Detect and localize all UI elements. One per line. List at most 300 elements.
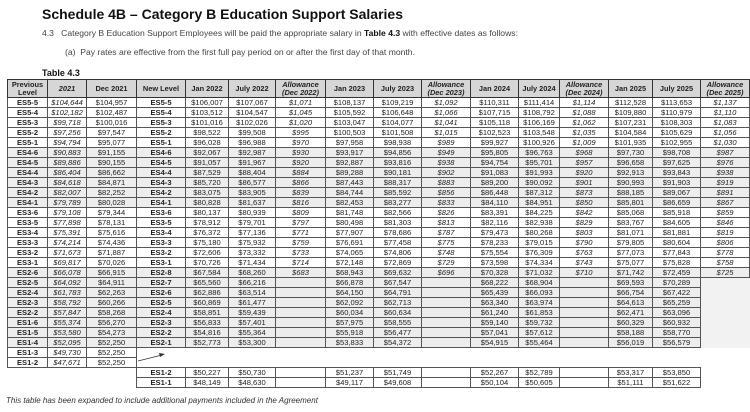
previous-level-cell: ES4-3 [8,178,48,188]
allowance-cell: $763 [560,248,609,258]
previous-level-cell: ES3-1 [8,258,48,268]
new-level-cell: ES2-1 [137,338,186,348]
salary-cell: $64,791 [374,288,422,298]
salary-cell: $93,843 [653,168,701,178]
salary-cell: $61,853 [519,308,560,318]
salary-cell: $83,277 [374,198,422,208]
salary-cell: $108,792 [519,108,560,118]
salary-cell: $103,548 [519,128,560,138]
column-header: July 2024 [519,80,560,98]
salary-dec-2021-cell: $71,887 [87,248,137,258]
salary-cell: $113,653 [653,98,701,108]
sub-clause-label: (a) [65,47,76,57]
salary-dec-2021-cell: $86,662 [87,168,137,178]
allowance-cell: $809 [276,208,326,218]
salary-cell: $105,592 [326,108,374,118]
salary-cell: $85,592 [374,188,422,198]
salary-cell: $97,730 [609,148,653,158]
salary-cell: $81,303 [374,218,422,228]
salary-dec-2021-cell: $91,155 [87,148,137,158]
salary-cell: $60,932 [653,318,701,328]
salary-cell: $69,632 [374,268,422,278]
allowance-cell: $1,062 [560,118,609,128]
salary-cell: $53,300 [229,338,276,348]
column-header: Allowance (Dec 2022) [276,80,326,98]
salary-cell: $91,057 [186,158,229,168]
salary-cell: $56,019 [609,338,653,348]
table-label: Table 4.3 [42,68,80,78]
salary-2021-cell: $90,883 [48,148,87,158]
allowance-cell: $1,071 [276,98,326,108]
salary-cell: $80,137 [186,208,229,218]
salary-cell: $76,372 [186,228,229,238]
previous-level-cell: ES2-2 [8,308,48,318]
new-level-cell: ES3-1 [137,258,186,268]
salary-2021-cell: $99,718 [48,118,87,128]
salary-cell: $57,975 [326,318,374,328]
new-level-cell: ES4-6 [137,148,186,158]
salary-cell: $86,448 [471,188,519,198]
allowance-cell: $1,056 [701,128,750,138]
salary-cell: $96,988 [229,138,276,148]
salary-cell: $75,554 [471,248,519,258]
column-header: Allowance (Dec 2025) [701,80,750,98]
salary-cell: $50,227 [186,368,229,378]
previous-level-cell: ES2-6 [8,268,48,278]
salary-cell: $109,880 [609,108,653,118]
salary-cell: $77,907 [326,228,374,238]
salary-cell: $88,185 [609,188,653,198]
allowance-cell: $995 [276,128,326,138]
salary-2021-cell: $53,580 [48,328,87,338]
salary-cell: $62,713 [374,298,422,308]
salary-cell: $68,222 [471,278,519,288]
new-level-cell: ES2-7 [137,278,186,288]
allowance-cell: $1,092 [422,98,471,108]
previous-level-cell: ES3-6 [8,208,48,218]
footnote: This table has been expanded to include additional payments included in the Agreement [6,396,318,405]
salary-cell: $70,328 [471,268,519,278]
salary-cell: $96,658 [609,158,653,168]
intro-text: Category B Education Support Employees will be paid the appropriate salary in [61,28,364,38]
previous-level-cell: ES1-3 [8,348,48,358]
salary-cell: $63,340 [471,298,519,308]
previous-level-cell: ES3-2 [8,248,48,258]
new-level-cell: ES2-2 [137,328,186,338]
allowance-cell: $1,035 [560,128,609,138]
allowance-cell: $920 [276,158,326,168]
salary-cell: $63,096 [653,308,701,318]
salary-2021-cell: $47,671 [48,358,87,368]
salary-cell: $107,067 [229,98,276,108]
salary-cell: $105,118 [471,118,519,128]
salary-cell: $74,065 [326,248,374,258]
salary-cell: $98,708 [653,148,701,158]
allowance-cell: $938 [422,158,471,168]
allowance-cell: $725 [701,268,750,278]
new-level-cell: ES5-4 [137,108,186,118]
allowance-cell: $1,137 [701,98,750,108]
salary-cell: $53,833 [326,338,374,348]
allowance-cell: $1,030 [701,138,750,148]
salary-cell: $61,240 [471,308,519,318]
salary-cell: $81,748 [326,208,374,218]
column-header: Jan 2025 [609,80,653,98]
salary-cell: $50,730 [229,368,276,378]
salary-2021-cell: $58,792 [48,298,87,308]
allowance-cell: $866 [276,178,326,188]
salary-cell: $85,068 [609,208,653,218]
salary-cell: $80,498 [326,218,374,228]
new-level-cell: ES3-6 [137,208,186,218]
salary-cell: $103,047 [326,118,374,128]
salary-cell: $55,464 [519,338,560,348]
new-level-cell: ES3-4 [137,228,186,238]
salary-cell: $51,111 [609,378,653,388]
salary-cell: $72,606 [186,248,229,258]
salary-cell: $90,092 [519,178,560,188]
salary-cell: $77,458 [374,238,422,248]
column-header: New Level [137,80,186,98]
salary-cell: $60,034 [326,308,374,318]
salary-dec-2021-cell: $54,273 [87,328,137,338]
sub-clause-text: Pay rates are effective from the first full pay period on or after the first day of that month. [80,47,415,57]
salary-cell: $99,508 [229,128,276,138]
salary-cell: $84,225 [519,208,560,218]
salary-cell: $96,028 [186,138,229,148]
salary-cell: $75,828 [653,258,701,268]
salary-cell: $49,608 [374,378,422,388]
previous-level-cell: ES4-4 [8,168,48,178]
salary-cell: $84,110 [471,198,519,208]
intro-text-end: with effective dates as follows: [400,28,518,38]
allowance-cell: $949 [422,148,471,158]
salary-cell: $54,816 [186,328,229,338]
salary-cell: $84,605 [653,218,701,228]
allowance-cell: $938 [701,168,750,178]
salary-cell: $74,334 [519,258,560,268]
new-level-cell: ES5-2 [137,128,186,138]
salary-cell: $100,503 [326,128,374,138]
salary-cell: $54,372 [374,338,422,348]
allowance-cell: $733 [276,248,326,258]
salary-cell: $68,260 [229,268,276,278]
previous-level-cell: ES5-2 [8,128,48,138]
allowance-cell: $696 [422,268,471,278]
column-header: 2021 [48,80,87,98]
salary-cell: $77,073 [609,248,653,258]
salary-cell: $51,749 [374,368,422,378]
salary-cell: $55,364 [229,328,276,338]
salary-cell: $97,958 [326,138,374,148]
salary-cell: $79,701 [229,218,276,228]
salary-cell: $86,577 [229,178,276,188]
new-level-cell: ES3-2 [137,248,186,258]
salary-cell: $75,932 [229,238,276,248]
salary-cell: $111,414 [519,98,560,108]
allowance-cell: $775 [422,238,471,248]
salary-cell: $79,805 [609,238,653,248]
salary-cell: $79,015 [519,238,560,248]
allowance-cell: $839 [276,188,326,198]
salary-cell: $101,016 [186,118,229,128]
salary-cell: $104,584 [609,128,653,138]
new-level-cell: ES2-8 [137,268,186,278]
salary-cell: $92,887 [326,158,374,168]
salary-2021-cell: $84,618 [48,178,87,188]
allowance-cell: $968 [560,148,609,158]
salary-cell: $75,180 [186,238,229,248]
allowance-cell: $1,110 [701,108,750,118]
salary-cell: $81,637 [229,198,276,208]
salary-cell: $58,555 [374,318,422,328]
new-level-cell: ES2-6 [137,288,186,298]
column-header: Previous Level [8,80,48,98]
salary-cell: $110,311 [471,98,519,108]
salary-cell: $91,967 [229,158,276,168]
new-level-cell: ES1-1 [137,378,186,388]
allowance-cell: $803 [560,228,609,238]
salary-cell: $110,979 [653,108,701,118]
salary-cell: $89,067 [653,188,701,198]
allowance-cell: $1,009 [560,138,609,148]
salary-cell: $83,075 [186,188,229,198]
salary-cell: $57,612 [519,328,560,338]
salary-cell: $85,720 [186,178,229,188]
salary-cell: $52,267 [471,368,519,378]
salary-cell: $106,648 [374,108,422,118]
salary-cell: $87,312 [519,188,560,198]
allowance-cell: $790 [560,238,609,248]
salary-cell: $90,993 [609,178,653,188]
salary-cell: $89,200 [471,178,519,188]
salary-cell: $94,856 [374,148,422,158]
allowance-cell: $806 [701,238,750,248]
allowance-cell: $850 [560,198,609,208]
salary-cell: $108,137 [326,98,374,108]
salary-dec-2021-cell: $62,263 [87,288,137,298]
allowance-cell: $714 [276,258,326,268]
salary-cell: $58,770 [653,328,701,338]
salary-2021-cell: $89,886 [48,158,87,168]
column-header: Jan 2023 [326,80,374,98]
allowance-cell: $787 [422,228,471,238]
salary-cell: $104,547 [229,108,276,118]
salary-cell: $66,878 [326,278,374,288]
allowance-cell: $813 [422,218,471,228]
salary-dec-2021-cell: $66,915 [87,268,137,278]
column-header: Jan 2022 [186,80,229,98]
allowance-cell: $970 [276,138,326,148]
salary-2021-cell: $52,095 [48,338,87,348]
salary-dec-2021-cell: $70,026 [87,258,137,268]
salary-cell: $66,216 [229,278,276,288]
salary-dec-2021-cell: $60,266 [87,298,137,308]
allowance-cell: $883 [422,178,471,188]
salary-2021-cell: $79,789 [48,198,87,208]
new-level-cell: ES4-3 [137,178,186,188]
salary-2021-cell: $79,108 [48,208,87,218]
allowance-cell: $829 [560,218,609,228]
allowance-cell: $748 [422,248,471,258]
allowance-cell: $758 [701,258,750,268]
salary-cell: $72,869 [374,258,422,268]
salary-cell: $78,233 [471,238,519,248]
previous-level-cell: ES5-1 [8,138,48,148]
allowance-cell: $797 [276,218,326,228]
salary-cell: $67,547 [374,278,422,288]
salary-cell: $93,917 [326,148,374,158]
salary-cell: $80,939 [229,208,276,218]
salary-2021-cell: $64,092 [48,278,87,288]
salary-cell: $60,869 [186,298,229,308]
allowance-cell: $683 [276,268,326,278]
salary-cell: $69,593 [609,278,653,288]
allowance-cell: $1,083 [701,118,750,128]
salary-cell: $49,117 [326,378,374,388]
salary-dec-2021-cell: $104,957 [87,98,137,108]
salary-dec-2021-cell: $100,016 [87,118,137,128]
page-title: Schedule 4B – Category B Education Support Salaries [42,6,403,22]
previous-level-cell: ES2-3 [8,298,48,308]
allowance-cell: $846 [701,218,750,228]
salary-cell: $63,514 [229,288,276,298]
previous-level-cell: ES2-5 [8,278,48,288]
allowance-cell: $819 [701,228,750,238]
allowance-cell: $976 [701,158,750,168]
salary-cell: $73,598 [471,258,519,268]
previous-level-cell: ES1-5 [8,328,48,338]
allowance-cell: $816 [276,198,326,208]
salary-cell: $65,439 [471,288,519,298]
allowance-cell: $1,041 [422,118,471,128]
salary-cell: $65,259 [653,298,701,308]
salary-cell: $94,754 [471,158,519,168]
salary-cell: $66,093 [519,288,560,298]
salary-cell: $82,938 [519,218,560,228]
salary-cell: $59,140 [471,318,519,328]
salary-2021-cell: $61,783 [48,288,87,298]
salary-cell: $83,391 [471,208,519,218]
salary-cell: $80,268 [519,228,560,238]
previous-level-cell: ES3-4 [8,228,48,238]
previous-level-cell: ES4-6 [8,148,48,158]
previous-level-cell: ES5-3 [8,118,48,128]
salary-cell: $84,744 [326,188,374,198]
salary-cell: $84,951 [519,198,560,208]
allowance-cell: $920 [560,168,609,178]
salary-cell: $89,288 [326,168,374,178]
salary-cell: $80,828 [186,198,229,208]
salary-cell: $62,886 [186,288,229,298]
salary-cell: $103,512 [186,108,229,118]
salary-cell: $107,231 [609,118,653,128]
salary-dec-2021-cell: $84,871 [87,178,137,188]
salary-cell: $64,150 [326,288,374,298]
salary-2021-cell: $74,214 [48,238,87,248]
previous-level-cell: ES1-6 [8,318,48,328]
salary-cell: $78,912 [186,218,229,228]
salary-cell: $102,955 [653,138,701,148]
salary-2021-cell: $77,898 [48,218,87,228]
salary-cell: $54,915 [471,338,519,348]
previous-level-cell: ES5-4 [8,108,48,118]
salary-dec-2021-cell: $58,268 [87,308,137,318]
salary-cell: $56,833 [186,318,229,328]
salary-cell: $62,092 [326,298,374,308]
salary-cell: $71,032 [519,268,560,278]
new-level-cell: ES1-2 [137,368,186,378]
salary-cell: $53,317 [609,368,653,378]
allowance-cell: $1,114 [560,98,609,108]
previous-level-cell: ES4-5 [8,158,48,168]
salary-cell: $76,309 [519,248,560,258]
salary-cell: $97,625 [653,158,701,168]
salary-cell: $55,918 [326,328,374,338]
new-level-cell: ES2-4 [137,308,186,318]
salary-cell: $82,566 [374,208,422,218]
column-header: Allowance (Dec 2024) [560,80,609,98]
previous-level-cell: ES2-4 [8,288,48,298]
allowance-cell: $842 [560,208,609,218]
allowance-cell: $1,066 [422,108,471,118]
salary-cell: $73,332 [229,248,276,258]
salary-cell: $108,303 [653,118,701,128]
salary-cell: $98,938 [374,138,422,148]
salary-cell: $56,477 [374,328,422,338]
salary-cell: $100,926 [519,138,560,148]
salary-cell: $83,905 [229,188,276,198]
salary-cell: $98,522 [186,128,229,138]
allowance-cell: $856 [422,188,471,198]
salary-cell: $104,077 [374,118,422,128]
salary-2021-cell: $69,817 [48,258,87,268]
allowance-cell: $867 [701,198,750,208]
allowance-cell: $826 [422,208,471,218]
salary-dec-2021-cell: $52,250 [87,348,137,358]
allowance-cell: $1,015 [422,128,471,138]
salary-cell: $64,613 [609,298,653,308]
salary-cell: $87,443 [326,178,374,188]
salary-dec-2021-cell: $64,911 [87,278,137,288]
salary-cell: $52,789 [519,368,560,378]
salary-dec-2021-cell: $79,344 [87,208,137,218]
salary-cell: $60,634 [374,308,422,318]
salary-cell: $66,754 [609,288,653,298]
salary-cell: $59,439 [229,308,276,318]
salary-cell: $105,629 [653,128,701,138]
allowance-cell: $743 [560,258,609,268]
salary-dec-2021-cell: $80,028 [87,198,137,208]
salary-cell: $90,181 [374,168,422,178]
salary-cell: $74,806 [374,248,422,258]
salary-dec-2021-cell: $52,250 [87,358,137,368]
salary-cell: $68,904 [519,278,560,288]
salary-cell: $67,422 [653,288,701,298]
salary-2021-cell: $94,794 [48,138,87,148]
new-level-cell: ES4-5 [137,158,186,168]
allowance-cell: $1,045 [276,108,326,118]
salary-2021-cell: $49,730 [48,348,87,358]
salary-cell: $102,026 [229,118,276,128]
salary-cell: $107,715 [471,108,519,118]
salary-cell: $71,742 [609,268,653,278]
allowance-cell: $987 [701,148,750,158]
salary-cell: $86,659 [653,198,701,208]
previous-level-cell: ES1-2 [8,358,48,368]
column-header: Allowance (Dec 2023) [422,80,471,98]
new-level-cell: ES3-3 [137,238,186,248]
